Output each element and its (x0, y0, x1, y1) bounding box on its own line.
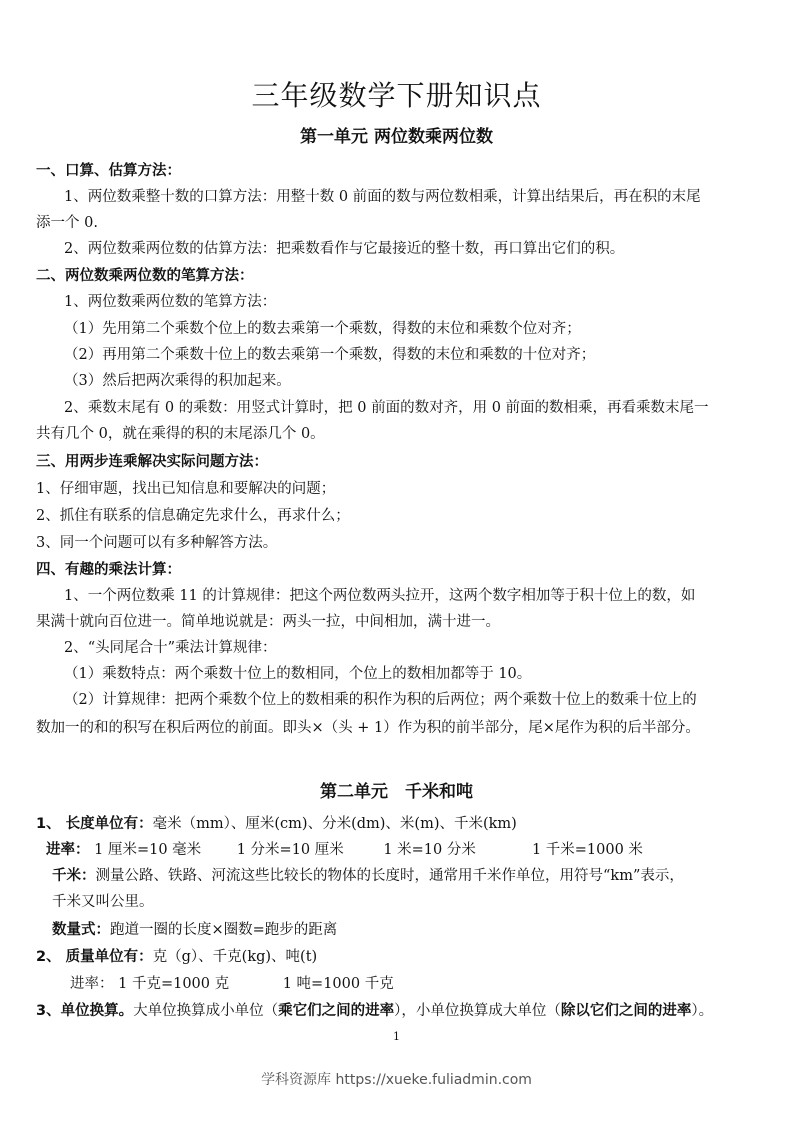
u1-s2-p1-step1: （1）先用第二个乘数个位上的数去乘第一个乘数，得数的末位和乘数个位对齐； (64, 321, 581, 337)
u2-conversion-text-2: ），小单位换算成大单位（ (394, 1003, 561, 1019)
u1-s1-p1-line1: 1、两位数乘整十数的口算方法：用整十数 0 前面的数与两位数相乘，计算出结果后，再在积的末尾 (64, 189, 701, 205)
u2-length-units-label: 1、 长度单位有： (36, 816, 153, 832)
u1-s2-p1-step2: （2）再用第二个乘数十位上的数去乘第一个乘数，得数的末位和乘数的十位对齐； (64, 347, 596, 363)
u2-mass-rate-label: 进率： (70, 976, 114, 992)
u2-formula-line (52, 920, 337, 940)
u2-km-text-1: 测量公路、铁路、河流这些比较长的物体的长度时，通常用千米作单位，用符号“km”表示， (95, 868, 684, 884)
u2-formula-text: 跑道一圈的长度×圈数=跑步的距离 (110, 922, 338, 938)
u2-rate-4: 1 千米=1000 米 (531, 842, 643, 858)
u1-s3-p3: 3、同一个问题可以有多种解答方法。 (36, 535, 278, 551)
u2-conversion-bold-2: 除以它们之间的进率 (560, 1003, 692, 1019)
u1-s2-heading: 二、两位数乘两位数的笔算方法： (36, 268, 254, 284)
u1-s2-p2-line1: 2、乘数末尾有 0 的乘数：用竖式计算时，把 0 前面的数对齐，用 0 前面的数相乘，再看乘数末尾一 (64, 400, 709, 416)
u2-km-line2: 千米又叫公里。 (52, 894, 154, 910)
u2-mass-rates-line (70, 974, 394, 994)
u1-s3-p1: 1、仔细审题，找出已知信息和要解决的问题； (36, 481, 336, 497)
u2-rate-1: 1 厘米=10 毫米 (94, 842, 202, 858)
u2-length-rates-line (46, 840, 643, 860)
u2-conversion-text-3: ）。 (691, 1003, 714, 1019)
u1-s4-p2-item2-line2: 数加一的和的积写在积后两位的前面。即头×（头 + 1）作为积的前半部分，尾×尾作为积的后半部分。 (36, 720, 700, 736)
u1-s1-p1-line2: 添一个 0. (36, 215, 98, 231)
u1-s2-p1-step3: （3）然后把两次乘得的积加起来。 (64, 373, 291, 389)
u2-mass-units-text: 克（g）、千克(kg)、吨(t) (152, 949, 318, 965)
u2-mass-rate-2: 1 吨=1000 千克 (282, 976, 394, 992)
footer-watermark: 学科资源库 https://xueke.fuliadmin.com (261, 1072, 532, 1088)
u1-s4-heading: 四、有趣的乘法计算： (36, 562, 181, 578)
u2-mass-units-line (36, 947, 317, 967)
u2-km-label: 千米： (52, 868, 96, 884)
u2-formula-label: 数量式： (52, 922, 110, 938)
unit2-title: 第二单元 千米和吨 (320, 782, 473, 802)
u1-s4-p2: 2、“头同尾合十”乘法计算规律： (64, 640, 277, 656)
u2-conversion-text-1: 大单位换算成小单位（ (133, 1003, 279, 1019)
u1-s3-p2: 2、抓住有联系的信息确定先求什么，再求什么； (36, 508, 350, 524)
u2-mass-rate-1: 1 千克=1000 克 (118, 976, 230, 992)
u1-s3-heading: 三、用两步连乘解决实际问题方法： (36, 454, 268, 470)
u1-s1-heading: 一、口算、估算方法： (36, 163, 181, 179)
u2-rate-label: 进率： (46, 842, 90, 858)
u1-s4-p2-item2-line1: （2）计算规律：把两个乘数个位上的数相乘的积作为积的后两位；两个乘数十位上的数乘十位上的 (64, 692, 697, 708)
u2-conversion-label: 3、单位换算。 (36, 1003, 134, 1019)
u1-s4-p1-line1: 1、一个两位数乘 11 的计算规律：把这个两位数两头拉开，这两个数字相加等于积十位上的数，如 (64, 588, 696, 604)
u2-conversion-line (36, 1001, 713, 1021)
u1-s1-p2: 2、两位数乘两位数的估算方法：把乘数看作与它最接近的整十数，再口算出它们的积。 (64, 241, 625, 257)
u2-length-units-text: 毫米（mm）、厘米(cm)、分米(dm)、米(m)、千米(km) (152, 816, 517, 832)
u1-s2-p2-line2: 共有几个 0，就在乘得的积的末尾添几个 0。 (36, 426, 325, 442)
u2-length-units-line (36, 814, 517, 834)
unit1-title: 第一单元 两位数乘两位数 (300, 127, 493, 147)
u2-mass-units-label: 2、 质量单位有： (36, 949, 153, 965)
u2-rate-3: 1 米=10 分米 (383, 842, 476, 858)
u2-conversion-bold-1: 乘它们之间的进率 (278, 1003, 395, 1019)
u1-s4-p1-line2: 果满十就向百位进一。简单地说就是：两头一拉，中间相加，满十进一。 (36, 614, 500, 630)
u1-s2-p1: 1、两位数乘两位数的笔算方法： (64, 294, 277, 310)
u1-s4-p2-item1: （1）乘数特点：两个乘数十位上的数相同，个位上的数相加都等于 10。 (64, 666, 532, 682)
document-title: 三年级数学下册知识点 (251, 79, 542, 112)
u2-km-line1 (52, 866, 684, 886)
page-number: 1 (393, 1030, 400, 1043)
u2-rate-2: 1 分米=10 厘米 (236, 842, 344, 858)
